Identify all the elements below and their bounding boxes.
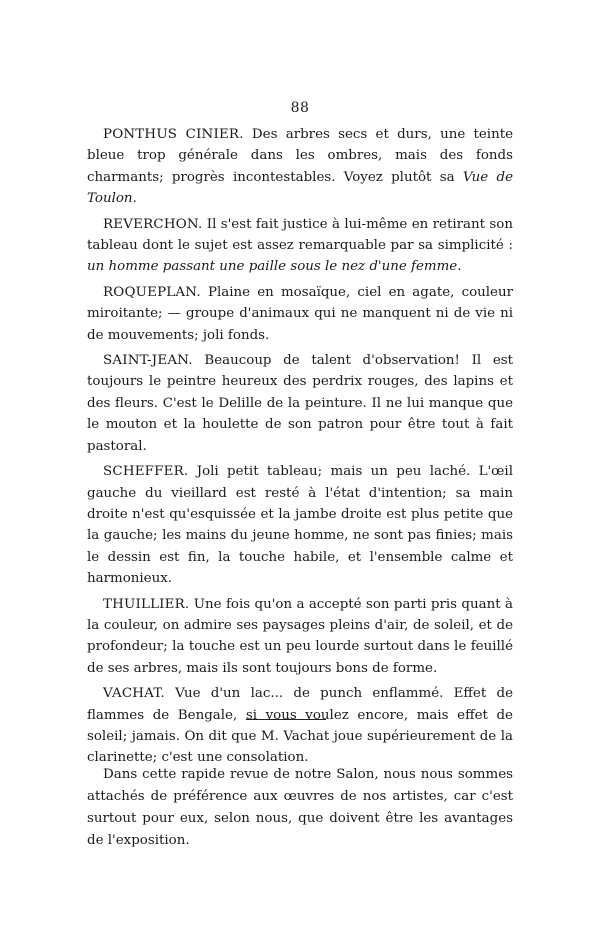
review-text: Vue d'un lac... de punch enflammé. Effet de flammes de Bengale, si vous voulez encore, mais effet de soleil; jamais. On dit que M. Vachat joue supérieurement de la clarinette; c'est une consolation.	[87, 686, 513, 766]
review-text: Une fois qu'on a accepté son parti pris quant à la couleur, on admire ses paysages pleins d'air, de soleil, et de profondeur; la touche est un peu lourde surtout dans le feuillé de ses arbres, mais ils sont toujours bons de forme.	[87, 596, 513, 676]
artist-name: THUILLIER.	[103, 596, 190, 612]
artist-reviews	[87, 124, 513, 773]
artist-name: VACHAT.	[103, 686, 165, 702]
review-text: Plaine en mosaïque, ciel en agate, couleur miroitante; — groupe d'animaux qui ne manquent ni de vie ni de mouvements; joli fonds.	[87, 284, 513, 343]
artist-name: REVERCHON.	[103, 216, 203, 232]
review-text: Joli petit tableau; mais un peu laché. L'œil gauche du vieillard est resté à l'état d'intention; sa main droite n'est qu'esquissée et la jambe droite est plus petite que la gauche; les mains du jeune homme, ne sont pas finies; mais le dessin est fin, la touche habile, et l'ensemble calme et harmonieux.	[87, 464, 513, 587]
review-entry	[87, 594, 513, 680]
page-number: 88	[290, 100, 310, 116]
review-entry	[87, 214, 513, 278]
artist-name: ROQUEPLAN.	[103, 284, 201, 300]
review-text: Des arbres secs et durs, une teinte bleue trop générale dans les ombres, mais des fonds charmants; progrès incontestables. Voyez plutôt sa	[87, 127, 514, 185]
section-divider	[246, 719, 326, 720]
review-text-end: .	[457, 259, 462, 275]
artist-name: SAINT-JEAN.	[103, 353, 193, 369]
review-entry	[87, 124, 513, 210]
review-entry	[87, 683, 513, 769]
review-entry	[87, 350, 513, 457]
artist-name: SCHEFFER.	[103, 464, 189, 480]
artwork-title: Vue de Toulon	[87, 169, 513, 207]
artwork-title: un homme passant une paille sous le nez d'une femme	[87, 259, 458, 275]
review-text: Il s'est fait justice à lui-même en retirant son tableau dont le sujet est assez remarquable par sa simplicité :	[87, 216, 513, 254]
closing-paragraph: Dans cette rapide revue de notre Salon, nous nous sommes attachés de préférence aux œuvres de nos artistes, car c'est surtout pour eux, selon nous, que doivent être les avantages de l'exposition.	[87, 767, 513, 848]
review-text-end: .	[132, 191, 137, 207]
artist-name: PONTHUS CINIER.	[103, 127, 244, 142]
review-entry	[87, 282, 513, 346]
review-entry	[87, 461, 513, 589]
review-text: Beaucoup de talent d'observation! Il est toujours le peintre heureux des perdrix rouges, des lapins et des fleurs. C'est le Delille de la peinture. Il ne lui manque que le mouton et la houlette de son patron pour être tout à fait pastoral.	[87, 353, 513, 454]
